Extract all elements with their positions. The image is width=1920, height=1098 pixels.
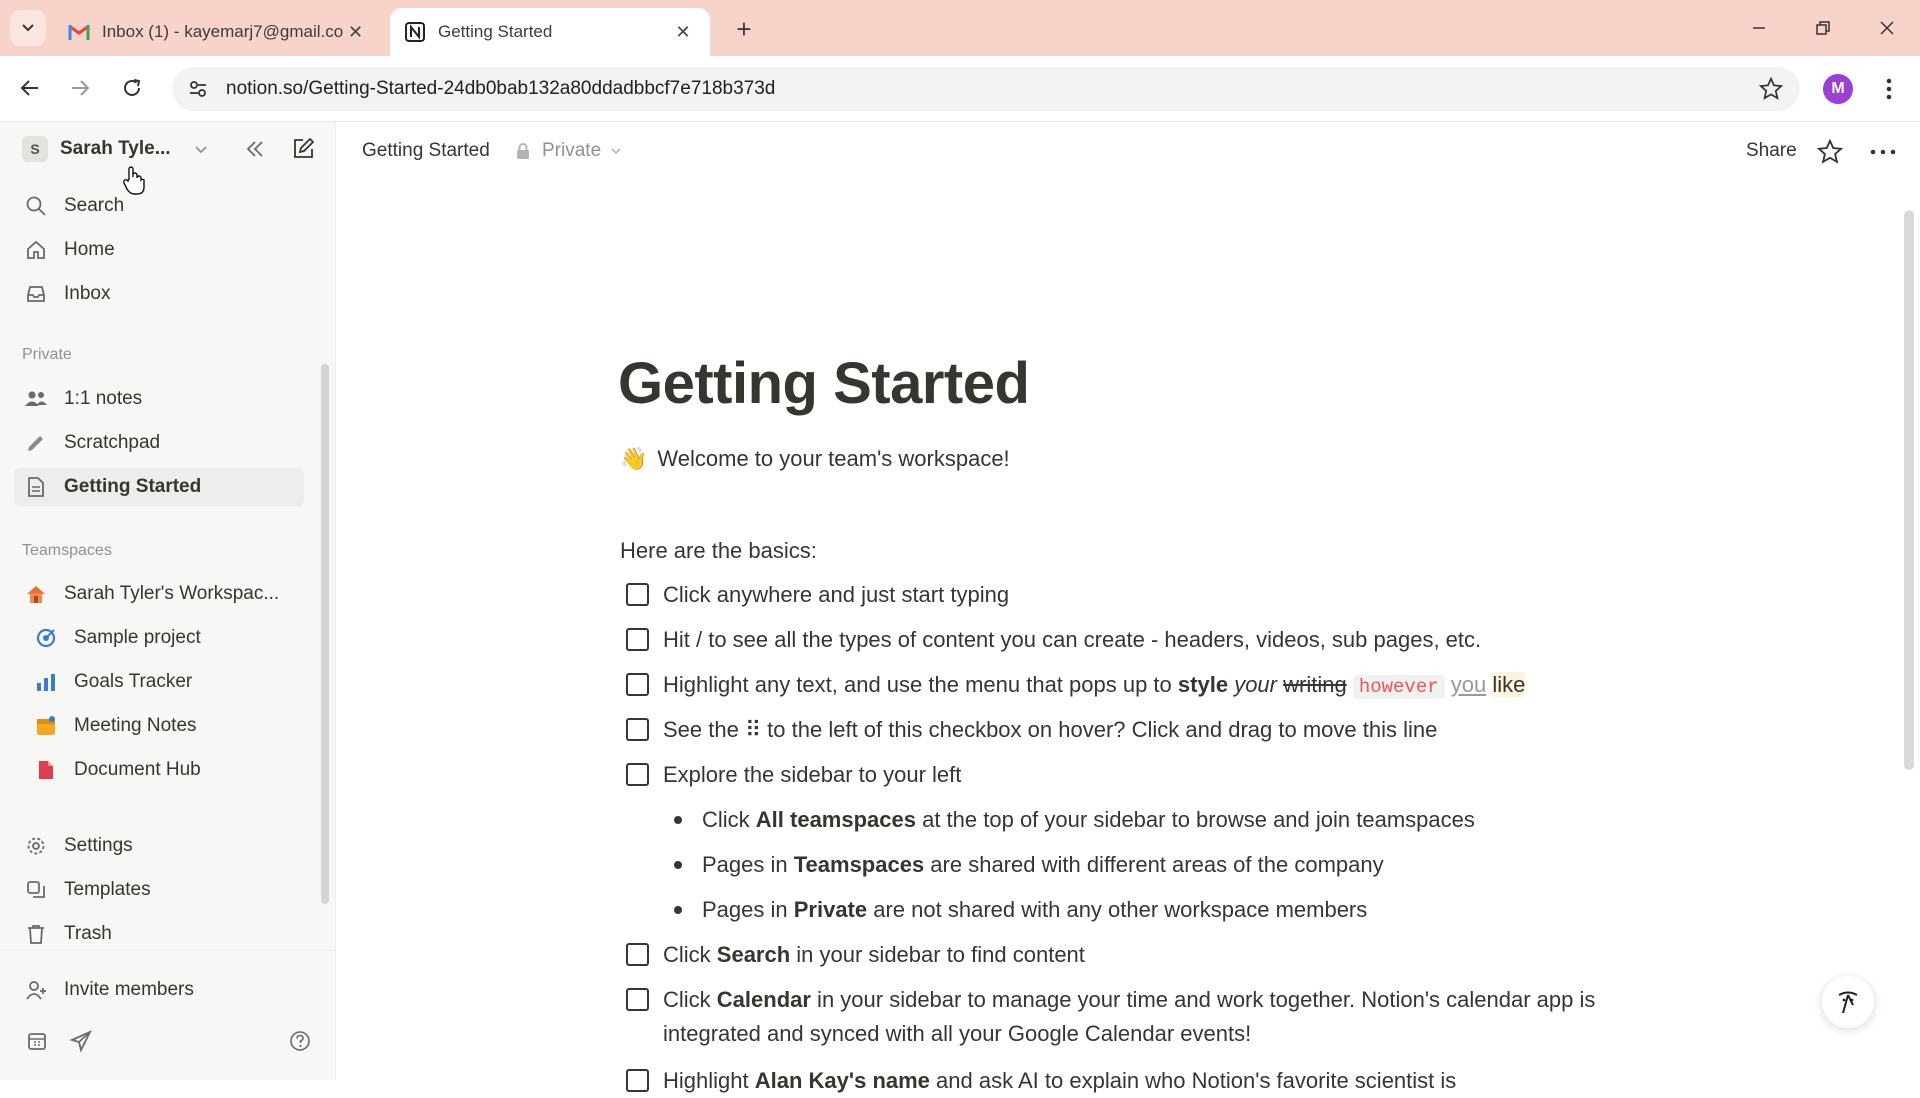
- house-emoji-icon: [22, 580, 50, 608]
- sidebar-item-label: Home: [64, 239, 115, 260]
- bookmark-star-icon[interactable]: [1758, 76, 1784, 102]
- todo-text: Highlight any text, and use the menu that pops up to style your writing however you like: [663, 672, 1526, 698]
- target-icon: [32, 624, 60, 652]
- tab-title: Inbox (1) - kayemarj7@gmail.co: [102, 22, 344, 41]
- chevron-down-icon: [609, 144, 623, 158]
- page-title[interactable]: Getting Started: [618, 351, 1030, 416]
- workspace-avatar: S: [22, 136, 48, 162]
- todo-text: Click anywhere and just start typing: [663, 582, 1010, 607]
- search-icon: [22, 192, 50, 220]
- arrow-left-icon: [19, 77, 41, 99]
- chevron-down-icon: [21, 21, 35, 35]
- sidebar-item-settings[interactable]: [14, 827, 304, 865]
- sidebar-item-label: Getting Started: [64, 476, 202, 497]
- bullet-text: Pages in Teamspaces are shared with different areas of the company: [702, 852, 1384, 877]
- todo-item[interactable]: [626, 758, 1616, 792]
- arrow-right-icon: [69, 77, 91, 99]
- sidebar-item-teamspace[interactable]: [14, 575, 304, 613]
- todo-checkbox[interactable]: [626, 673, 649, 696]
- restore-icon: [1815, 20, 1831, 36]
- privacy-menu[interactable]: [514, 140, 623, 162]
- new-page-button[interactable]: [286, 132, 320, 166]
- reload-button[interactable]: [114, 70, 150, 106]
- bullet-item[interactable]: [674, 803, 1475, 837]
- people-icon: [22, 385, 50, 413]
- sidebar-item-templates[interactable]: [14, 871, 304, 909]
- teamspaces-section-label[interactable]: Teamspaces: [22, 542, 112, 559]
- browser-menu-icon[interactable]: [1876, 72, 1902, 106]
- todo-text: Explore the sidebar to your left: [663, 762, 962, 787]
- page-more-button[interactable]: [1868, 140, 1898, 164]
- sidebar-item-goals-tracker[interactable]: [14, 663, 304, 701]
- todo-checkbox[interactable]: [626, 718, 649, 741]
- calendar-outline-icon: [26, 1030, 48, 1052]
- sidebar-item-label: Search: [64, 195, 125, 216]
- breadcrumb[interactable]: Getting Started: [362, 140, 490, 161]
- bullet-dot: [674, 861, 682, 869]
- todo-text: See the ⠿ to the left of this checkbox on hover? Click and drag to move this line: [663, 717, 1438, 742]
- favorite-star-icon[interactable]: [1816, 138, 1844, 166]
- chevron-down-icon: [193, 141, 209, 157]
- new-tab-button[interactable]: +: [736, 14, 752, 44]
- bullet-text: Click All teamspaces at the top of your sidebar to browse and join teamspaces: [702, 807, 1475, 832]
- lock-icon: [514, 142, 532, 160]
- browser-tabstrip: [0, 0, 1920, 56]
- page-scrollbar[interactable]: [1904, 210, 1914, 770]
- todo-item[interactable]: [626, 623, 1616, 657]
- tab-search-button[interactable]: [10, 10, 46, 46]
- more-horizontal-icon: [1870, 149, 1896, 155]
- page-icon: [22, 473, 50, 501]
- sidebar-item-label: Scratchpad: [64, 432, 161, 453]
- sidebar-scrollbar[interactable]: [319, 352, 331, 902]
- sidebar-item-label: Meeting Notes: [74, 715, 197, 736]
- sidebar-item-scratchpad[interactable]: [14, 424, 304, 462]
- help-button[interactable]: [283, 1024, 317, 1058]
- close-icon: [1879, 20, 1895, 36]
- close-tab-icon[interactable]: ✕: [348, 21, 364, 42]
- minimize-icon: [1751, 20, 1767, 36]
- document-icon: [32, 756, 60, 784]
- sidebar-item-document-hub[interactable]: [14, 751, 304, 789]
- profile-avatar[interactable]: M: [1823, 74, 1853, 104]
- sidebar-item-label: Sarah Tyler's Workspac...: [64, 583, 280, 604]
- welcome-line[interactable]: [620, 446, 1010, 472]
- bullet-item[interactable]: [674, 893, 1367, 927]
- bullet-dot: [674, 906, 682, 914]
- hand-pointer-cursor-icon: [122, 165, 146, 197]
- todo-checkbox[interactable]: [626, 1069, 649, 1092]
- todo-checkbox[interactable]: [626, 583, 649, 606]
- notion-icon: [404, 21, 426, 43]
- site-settings-icon[interactable]: [178, 69, 218, 109]
- todo-item[interactable]: [626, 713, 1616, 747]
- sidebar-item-home[interactable]: [14, 231, 304, 269]
- help-icon: [289, 1030, 311, 1052]
- home-icon: [22, 236, 50, 264]
- chart-icon: [32, 668, 60, 696]
- reload-icon: [121, 77, 143, 99]
- sidebar-item-inbox[interactable]: [14, 275, 304, 313]
- welcome-text: Welcome to your team's workspace!: [657, 446, 1010, 471]
- waving-hand-icon: 👋: [620, 446, 648, 471]
- sidebar-item-label: Settings: [64, 835, 133, 856]
- todo-text: Hit / to see all the types of content you can create - headers, videos, sub pages, etc.: [663, 627, 1482, 652]
- sidebar-item-trash[interactable]: [14, 915, 304, 953]
- forward-button[interactable]: [62, 70, 98, 106]
- back-button[interactable]: [12, 70, 48, 106]
- todo-item[interactable]: [626, 1064, 1616, 1098]
- todo-item[interactable]: [626, 938, 1616, 972]
- address-bar[interactable]: [172, 67, 1800, 111]
- browser-tab-gmail[interactable]: [56, 8, 380, 56]
- sidebar-item-meeting-notes[interactable]: [14, 707, 304, 745]
- close-window-button[interactable]: [1862, 10, 1912, 46]
- minimize-button[interactable]: [1734, 10, 1784, 46]
- sidebar-item-label: Templates: [64, 879, 151, 900]
- sidebar-item-sample-project[interactable]: [14, 619, 304, 657]
- workspace-switcher[interactable]: [14, 132, 224, 166]
- share-button[interactable]: Share: [1746, 140, 1797, 161]
- private-section-label[interactable]: Private: [22, 346, 72, 363]
- double-chevron-left-icon: [244, 138, 266, 160]
- sidebar-item-label: 1:1 notes: [64, 388, 143, 409]
- todo-text: Click Search in your sidebar to find content: [663, 942, 1085, 967]
- notion-ai-button[interactable]: [1822, 976, 1874, 1028]
- trash-icon: [22, 920, 50, 948]
- workspace-name: Sarah Tyle...: [60, 138, 171, 159]
- pencil-icon: [22, 429, 50, 457]
- sidebar-item-search[interactable]: [14, 187, 304, 225]
- sidebar-invite-members[interactable]: [14, 971, 304, 1009]
- sidebar-divider: [0, 950, 336, 951]
- todo-text: Highlight Alan Kay's name and ask AI to explain who Notion's favorite scientist is: [663, 1068, 1457, 1093]
- restore-button[interactable]: [1798, 10, 1848, 46]
- sidebar-item-label: Invite members: [64, 979, 194, 1000]
- todo-item[interactable]: [626, 668, 1616, 704]
- calendar-app-button[interactable]: [20, 1024, 54, 1058]
- browser-toolbar: [0, 56, 1920, 122]
- privacy-label: Private: [542, 140, 602, 161]
- calendar-icon: [32, 712, 60, 740]
- bullet-text: Pages in Private are not shared with any other workspace members: [702, 897, 1368, 922]
- url-text: notion.so/Getting-Started-24db0bab132a80ddadbbcf7e718b373d: [226, 78, 776, 99]
- todo-checkbox[interactable]: [626, 628, 649, 651]
- basics-heading[interactable]: Here are the basics:: [620, 538, 817, 563]
- send-icon: [70, 1030, 92, 1052]
- todo-item[interactable]: [626, 578, 1616, 612]
- todo-checkbox[interactable]: [626, 763, 649, 786]
- bullet-item[interactable]: [674, 848, 1384, 882]
- sidebar-item-getting-started[interactable]: [14, 468, 304, 506]
- todo-text: Click Calendar in your sidebar to manage your time and work together. Notion's calendar app is integrated and synced with all your Google Calendar events!: [663, 987, 1596, 1046]
- browser-tab-notion[interactable]: [390, 8, 710, 56]
- tab-title: Getting Started: [438, 22, 553, 41]
- sidebar-item-label: Trash: [64, 923, 112, 944]
- send-button[interactable]: [64, 1024, 98, 1058]
- bullet-dot: [674, 816, 682, 824]
- todo-checkbox[interactable]: [626, 943, 649, 966]
- gmail-icon: [68, 21, 90, 43]
- inbox-icon: [22, 280, 50, 308]
- sidebar-item-label: Document Hub: [74, 759, 201, 780]
- ai-face-icon: [1833, 987, 1863, 1017]
- todo-checkbox[interactable]: [626, 988, 649, 1011]
- templates-icon: [22, 876, 50, 904]
- sidebar-item-1-1-notes[interactable]: [14, 380, 304, 418]
- todo-item[interactable]: [626, 983, 1616, 1051]
- sidebar: [0, 122, 336, 1080]
- add-person-icon: [22, 976, 50, 1004]
- gear-icon: [22, 832, 50, 860]
- collapse-sidebar-button[interactable]: [238, 132, 272, 166]
- compose-icon: [291, 137, 315, 161]
- sidebar-item-label: Goals Tracker: [74, 671, 193, 692]
- close-tab-icon[interactable]: ✕: [675, 21, 691, 42]
- sidebar-scrollbar-thumb[interactable]: [321, 364, 329, 904]
- sidebar-item-label: Inbox: [64, 283, 111, 304]
- sidebar-item-label: Sample project: [74, 627, 201, 648]
